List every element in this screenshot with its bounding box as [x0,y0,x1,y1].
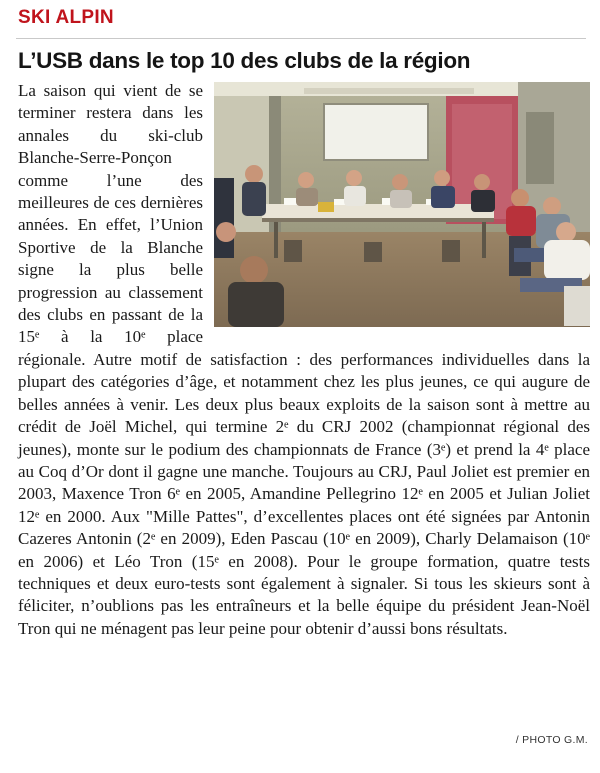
section-label: SKI ALPIN [18,7,114,28]
photo-credit: / PHOTO G.M. [515,734,588,746]
article-headline: L’USB dans le top 10 des clubs de la région [18,48,471,73]
article-container [18,80,590,640]
article-body: La saison qui vient de se terminer restera dans les annales du ski-club Blanche-Serre-Ponçon comme l’une des meilleures de ces dernières années. En effet, l’Union Sportive de la Blanche signe la plus belle progression au classement des clubs en passant de la 15ᵉ à la 10ᵉ place régionale. Autre motif de satisfaction : des performances individuelles dans la plupart des catégories d’âge, et notamment chez les plus jeunes, ce qui augure de belles années à venir. Les deux plus beaux exploits de la saison sont à mettre au crédit de Joël Michel, qui termine 2ᵉ du CRJ 2002 (championnat régional des jeunes), monte sur le podium des championnats de France (3ᵉ) et prend la 4ᵉ place au Coq d’Or dont il gagne une manche. Toujours au CRJ, Paul Joliet est premier en 2003, Maxence Tron 6ᵉ en 2005, Amandine Pellegrino 12ᵉ en 2005 et Julian Joliet 12ᵉ en 2000. Aux "Mille Pattes", d’excellentes places ont été signées par Antonin Cazeres Antonin (2ᵉ en 2009), Eden Pascau (10ᵉ en 2009), Charly Delamaison (10ᵉ en 2006) et Léo Tron (15ᵉ en 2008). Pour le groupe formation, quatre tests techniques et deux euro-tests sont également à signaler. Si tous les skieurs sont à féliciter, n’oublions pas les entraîneurs et la belle équipe du président Jean-Noël Tron qui ne ménagent pas leur peine pour obtenir d’aussi bons résultats. [18,81,590,638]
section-divider [16,38,586,39]
meeting-photo-illustration [214,82,590,327]
article-photo [214,82,590,327]
